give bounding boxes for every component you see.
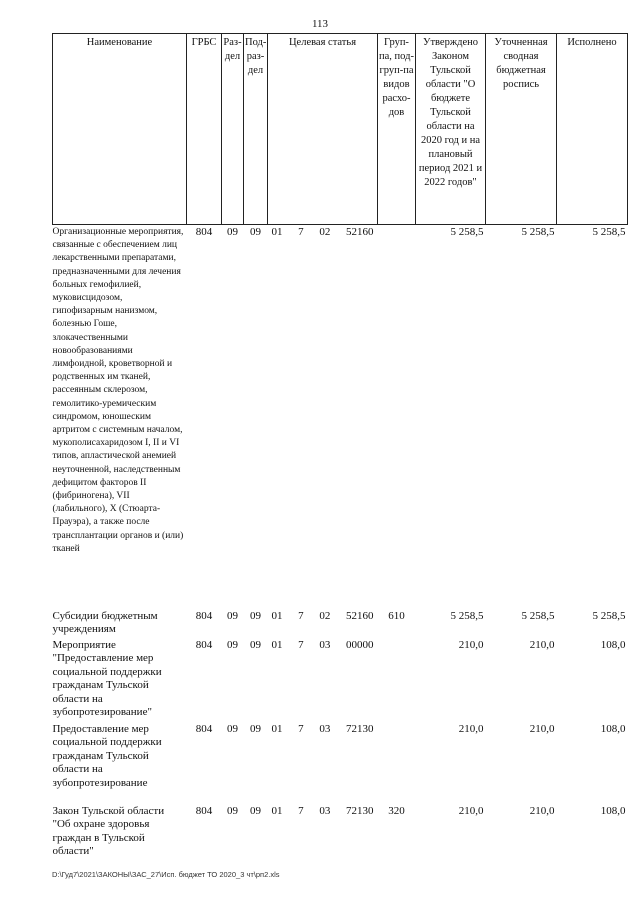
target-part-1: 01 [271,226,283,238]
target-part-3: 03 [319,638,331,651]
target-part-3: 03 [319,804,331,817]
row-executed: 108,0 [600,722,626,735]
target-part-1: 01 [271,804,283,817]
row-podrazdel: 09 [250,638,261,651]
row-approved: 210,0 [458,638,484,651]
row-name: Мероприятие "Предоставление мер социальной поддержки гражданам Тульской области на зубопротезирование" [52,638,162,718]
row-executed: 5 258,5 [592,226,626,238]
target-part-4: 52160 [345,226,374,238]
row-podrazdel: 09 [250,722,261,735]
row-approved: 210,0 [458,722,484,735]
row-target [268,804,378,864]
row-group [378,225,416,609]
col-header-target: Целевая статья [268,34,378,225]
row-target [268,638,378,722]
row-razdel: 09 [227,226,238,238]
row-razdel: 09 [227,638,238,651]
target-part-3: 03 [319,722,331,735]
row-grbs: 804 [195,722,213,735]
target-part-1: 01 [271,609,283,622]
row-approved: 210,0 [458,804,484,817]
row-podrazdel: 09 [250,226,261,238]
file-path-footer: D:\Гуд7\2021\ЗАКОНЫ\ЗАС_27\Исп. бюджет ТО 2020_3 чт\рп2.xls [52,870,280,879]
target-part-4: 72130 [345,722,374,735]
row-grbs: 804 [195,638,213,651]
target-part-4: 52160 [345,609,374,622]
table-row [53,722,628,804]
row-grbs: 804 [195,609,213,622]
row-group [378,722,416,804]
col-header-podrazdel: Под-раз-дел [244,34,268,225]
col-header-group: Груп-па, под-груп-па видов расхо-дов [378,34,416,225]
col-header-grbs: ГРБС [187,34,222,225]
row-razdel: 09 [227,609,238,622]
table-row [53,225,628,609]
row-refined: 210,0 [529,638,555,651]
row-group: 320 [388,804,405,817]
row-refined: 210,0 [529,804,555,817]
row-executed: 108,0 [600,638,626,651]
target-part-3: 02 [319,609,331,622]
row-executed: 108,0 [600,804,626,817]
row-group: 610 [388,609,405,622]
target-part-2: 7 [298,638,304,651]
col-header-razdel: Раз-дел [222,34,244,225]
row-razdel: 09 [227,804,238,817]
page-number: 113 [311,18,329,30]
col-header-refined: Уточненная сводная бюджетная роспись [486,34,557,225]
row-refined: 210,0 [529,722,555,735]
target-part-2: 7 [298,722,304,735]
target-part-1: 01 [271,638,283,651]
row-podrazdel: 09 [250,804,261,817]
table-row [53,638,628,722]
target-part-4: 00000 [345,638,374,651]
row-approved: 5 258,5 [450,609,484,622]
table-row [53,804,628,864]
row-grbs: 804 [195,804,213,817]
col-header-executed: Исполнено [557,34,628,225]
row-approved: 5 258,5 [450,226,484,238]
row-name: Предоставление мер социальной поддержки гражданам Тульской области на зубопротезирование [52,722,162,789]
budget-table [52,33,628,864]
col-header-name: Наименование [53,34,187,225]
row-refined: 5 258,5 [521,609,555,622]
row-name: Организационные мероприятия, связанные с обеспечением лиц лекарственными препаратами, предназначенными для лечения больных гемофилией, муковисцидозом, гипофизарным нанизмом, болезнью Гоше, злокачественными новообразованиями лимфоидной, кроветворной и родственных им тканей, рассеянным склерозом, гемолитико-уремическим синдромом, юношеским артритом с системным началом, мукополисахаридозом I, II и VI типов, апластической анемией неуточненной, наследственным дефицитом факторов II (фибриногена), VII (лабильного), X (Стюарта-Прауэра), а также после трансплантации органов и (или) тканей [52,227,184,554]
row-target [268,225,378,609]
table-row [53,609,628,638]
row-name: Закон Тульской области "Об охране здоровья граждан в Тульской области" [52,804,165,857]
row-executed: 5 258,5 [592,609,626,622]
row-target [268,609,378,638]
row-group [378,638,416,722]
row-target [268,722,378,804]
table-header-row [53,34,628,225]
target-part-2: 7 [298,804,304,817]
target-part-2: 7 [298,226,304,238]
target-part-1: 01 [271,722,283,735]
target-part-4: 72130 [345,804,374,817]
col-header-approved: Утверждено Законом Тульской области "О бюджете Тульской области на 2020 год и на плановый период 2021 и 2022 годов" [416,34,486,225]
row-grbs: 804 [195,226,213,238]
target-part-3: 02 [319,226,331,238]
target-part-2: 7 [298,609,304,622]
row-razdel: 09 [227,722,238,735]
row-name: Субсидии бюджетным учреждениям [52,609,158,635]
row-podrazdel: 09 [250,609,261,622]
row-refined: 5 258,5 [521,226,555,238]
